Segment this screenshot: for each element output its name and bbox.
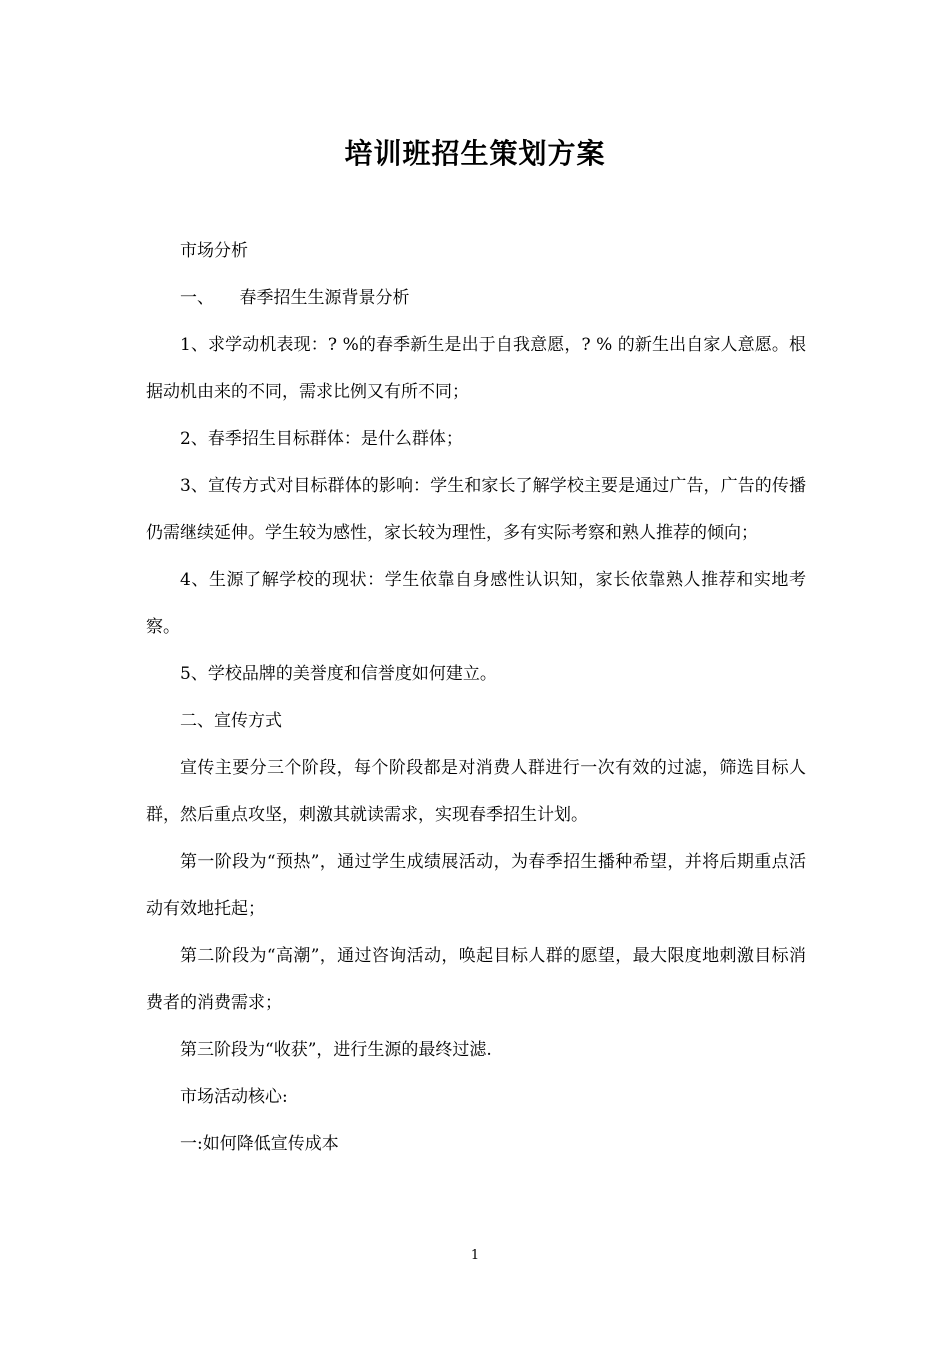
paragraph-reduce-cost: 一:如何降低宣传成本 [180, 1134, 339, 1154]
paragraph-promotion-influence: 3、宣传方式对目标群体的影响：学生和家长了解学校主要是通过广告，广告的传播仍需继续延伸。学生较为感性，家长较为理性，多有实际考察和熟人推荐的倾向； [146, 476, 806, 543]
paragraph-market-analysis: 市场分析 [180, 241, 248, 261]
paragraph-three-stages: 宣传主要分三个阶段，每个阶段都是对消费人群进行一次有效的过滤，筛选目标人群，然后重点攻坚，刺激其就读需求，实现春季招生计划。 [146, 758, 806, 825]
paragraph-stage-one: 第一阶段为“预热”，通过学生成绩展活动，为春季招生播种希望，并将后期重点活动有效地托起； [146, 852, 806, 919]
paragraph-brand-reputation: 5、学校品牌的美誉度和信誉度如何建立。 [180, 664, 497, 684]
paragraph-activity-core: 市场活动核心: [180, 1087, 288, 1107]
document-title: 培训班招生策划方案 [344, 137, 606, 170]
paragraph-school-awareness: 4、生源了解学校的现状：学生依靠自身感性认识知，家长依靠熟人推荐和实地考察。 [146, 570, 806, 637]
paragraph-section-two-heading: 二、宣传方式 [180, 711, 282, 731]
paragraph-section-one-heading: 一、 春季招生生源背景分析 [180, 288, 410, 308]
document-body [146, 228, 806, 1168]
paragraph-stage-two: 第二阶段为“高潮”，通过咨询活动，唤起目标人群的愿望，最大限度地刺激目标消费者的消费需求； [146, 946, 806, 1013]
page-number: 1 [470, 1248, 480, 1263]
paragraph-stage-three: 第三阶段为“收获”，进行生源的最终过滤. [180, 1040, 492, 1060]
paragraph-target-group: 2、春季招生目标群体：是什么群体； [180, 429, 463, 449]
paragraph-motivation: 1、求学动机表现：? %的春季新生是出于自我意愿，? % 的新生出自家人意愿。根据动机由来的不同，需求比例又有所不同； [146, 335, 806, 402]
